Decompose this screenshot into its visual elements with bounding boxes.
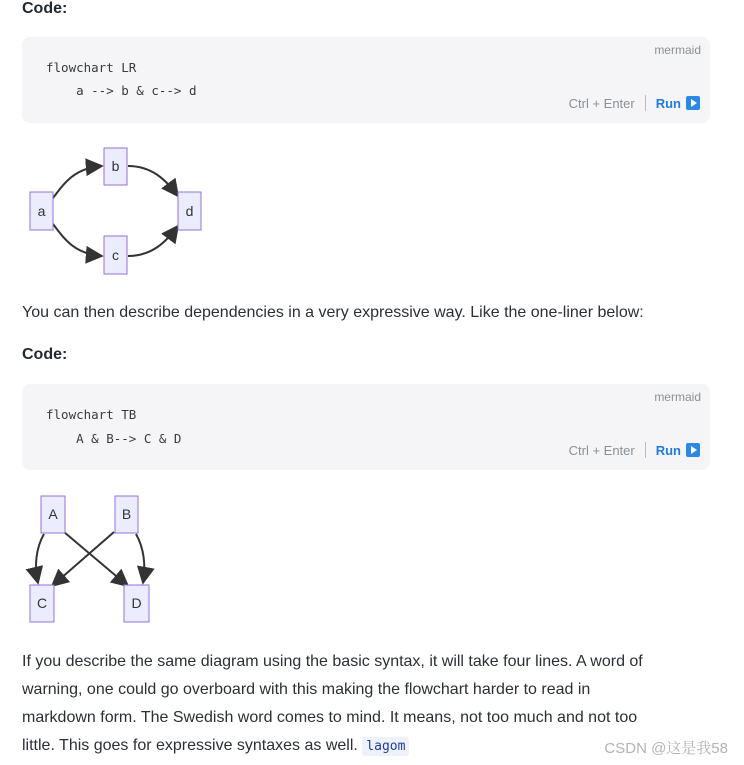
node-label: B bbox=[121, 506, 132, 522]
code-line: A & B--> C & D bbox=[46, 431, 182, 446]
code-line: flowchart LR bbox=[46, 60, 137, 75]
edge-c-d bbox=[128, 226, 178, 256]
watermark: CSDN @这是我58 bbox=[604, 740, 728, 757]
inline-code: lagom bbox=[362, 737, 409, 756]
node-C bbox=[30, 585, 54, 622]
paragraph-line: markdown form. The Swedish word comes to mind. It means, not too much and not too bbox=[22, 709, 638, 726]
play-icon bbox=[686, 96, 700, 110]
node-label: b bbox=[111, 158, 120, 174]
run-button[interactable] bbox=[656, 443, 700, 458]
paragraph bbox=[22, 648, 643, 761]
run-label: Run bbox=[655, 95, 681, 111]
paragraph: You can then describe dependencies in a very expressive way. Like the one-liner below: bbox=[22, 304, 644, 321]
node-b bbox=[104, 148, 127, 185]
edge-A-D bbox=[64, 532, 128, 586]
node-D bbox=[124, 585, 149, 622]
shortcut-hint: Ctrl + Enter bbox=[568, 442, 635, 458]
edge-B-D bbox=[136, 534, 144, 583]
flowchart-tb-diagram bbox=[0, 488, 200, 633]
edge-B-C bbox=[52, 532, 114, 586]
run-controls bbox=[569, 95, 700, 111]
paragraph-line: warning, one could go overboard with this making the flowchart harder to read in bbox=[22, 681, 591, 698]
run-controls bbox=[569, 442, 700, 458]
code-line: flowchart TB bbox=[46, 407, 137, 422]
node-label: C bbox=[36, 595, 48, 611]
node-a bbox=[30, 192, 53, 230]
edge-a-c bbox=[53, 224, 102, 256]
node-d bbox=[178, 192, 201, 230]
node-c bbox=[104, 236, 127, 274]
node-B bbox=[115, 496, 138, 533]
node-label: D bbox=[131, 595, 142, 611]
code-heading: Code: bbox=[22, 346, 68, 363]
shortcut-hint: Ctrl + Enter bbox=[568, 95, 635, 111]
edge-b-d bbox=[128, 166, 178, 196]
code-line: a --> b & c--> d bbox=[46, 83, 197, 98]
code-block bbox=[22, 37, 710, 123]
node-label: A bbox=[48, 506, 58, 522]
paragraph-text: little. This goes for expressive syntaxes as well. bbox=[22, 737, 358, 754]
paragraph-line bbox=[22, 732, 643, 761]
play-icon bbox=[686, 443, 700, 457]
code-block bbox=[22, 384, 710, 470]
code-heading: Code: bbox=[22, 0, 68, 17]
paragraph-line: If you describe the same diagram using the basic syntax, it will take four lines. A word of bbox=[22, 653, 643, 670]
flowchart-lr-diagram bbox=[0, 140, 240, 280]
node-label: d bbox=[185, 203, 194, 219]
node-A bbox=[41, 496, 65, 533]
language-label: mermaid bbox=[654, 390, 701, 404]
node-label: a bbox=[37, 203, 46, 219]
run-button[interactable] bbox=[656, 96, 700, 111]
run-label: Run bbox=[655, 442, 681, 458]
edge-A-C bbox=[36, 534, 44, 583]
node-label: c bbox=[112, 247, 119, 263]
separator bbox=[645, 95, 646, 111]
language-label: mermaid bbox=[654, 43, 701, 57]
separator bbox=[645, 442, 646, 458]
edge-a-b bbox=[53, 166, 102, 198]
